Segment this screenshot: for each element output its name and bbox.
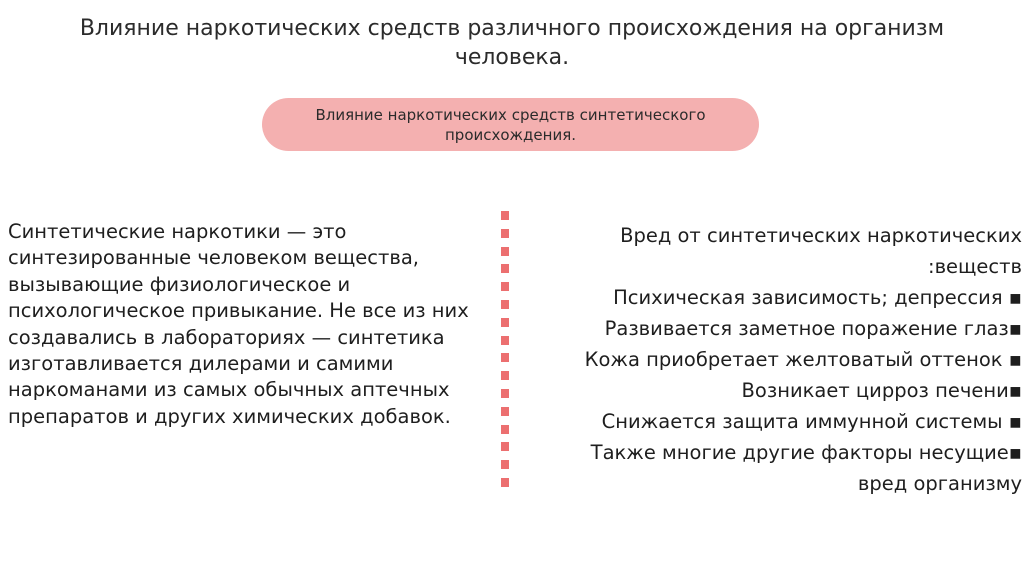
harm-item: Также многие другие факторы несущие▪ [590, 441, 1022, 464]
dashed-divider [501, 211, 509, 495]
divider-dash [501, 442, 509, 451]
harm-heading-line-1: Вред от синтетических наркотических [620, 224, 1022, 247]
divider-dash [501, 300, 509, 309]
harm-item: вред организму [857, 472, 1022, 495]
divider-dash [501, 371, 509, 380]
harm-item: Кожа приобретает желтоватый оттенок ▪ [584, 348, 1022, 371]
divider-dash [501, 478, 509, 487]
subtitle-pill [262, 98, 759, 151]
divider-dash [501, 282, 509, 291]
divider-dash [501, 264, 509, 273]
harm-list [515, 220, 1022, 499]
harm-item: Психическая зависимость; депрессия ▪ [613, 286, 1022, 309]
slide-title: Влияние наркотических средств различного происхождения на организм человека. [79, 16, 945, 70]
divider-dash [501, 211, 509, 220]
divider-dash [501, 336, 509, 345]
harm-heading-line-2: :веществ [928, 255, 1022, 278]
harm-item: Снижается защита иммунной системы ▪ [601, 410, 1022, 433]
harm-item: Возникает цирроз печени▪ [741, 379, 1022, 402]
harm-item: Развивается заметное поражение глаз▪ [604, 317, 1022, 340]
divider-dash [501, 425, 509, 434]
divider-dash [501, 318, 509, 327]
divider-dash [501, 389, 509, 398]
definition-paragraph: Синтетические наркотики — это синтезированные человеком вещества, вызывающие физиологическое и психологическое привыкание. Не все из них создавались в лабораториях — синтетика изготавливается дилерами и самими наркоманами из самых обычных аптечных препаратов и других химических добавок. [8, 220, 469, 428]
subtitle-text: Влияние наркотических средств синтетического происхождения. [315, 105, 706, 144]
divider-dash [501, 353, 509, 362]
divider-dash [501, 407, 509, 416]
divider-dash [501, 247, 509, 256]
divider-dash [501, 460, 509, 469]
divider-dash [501, 229, 509, 238]
